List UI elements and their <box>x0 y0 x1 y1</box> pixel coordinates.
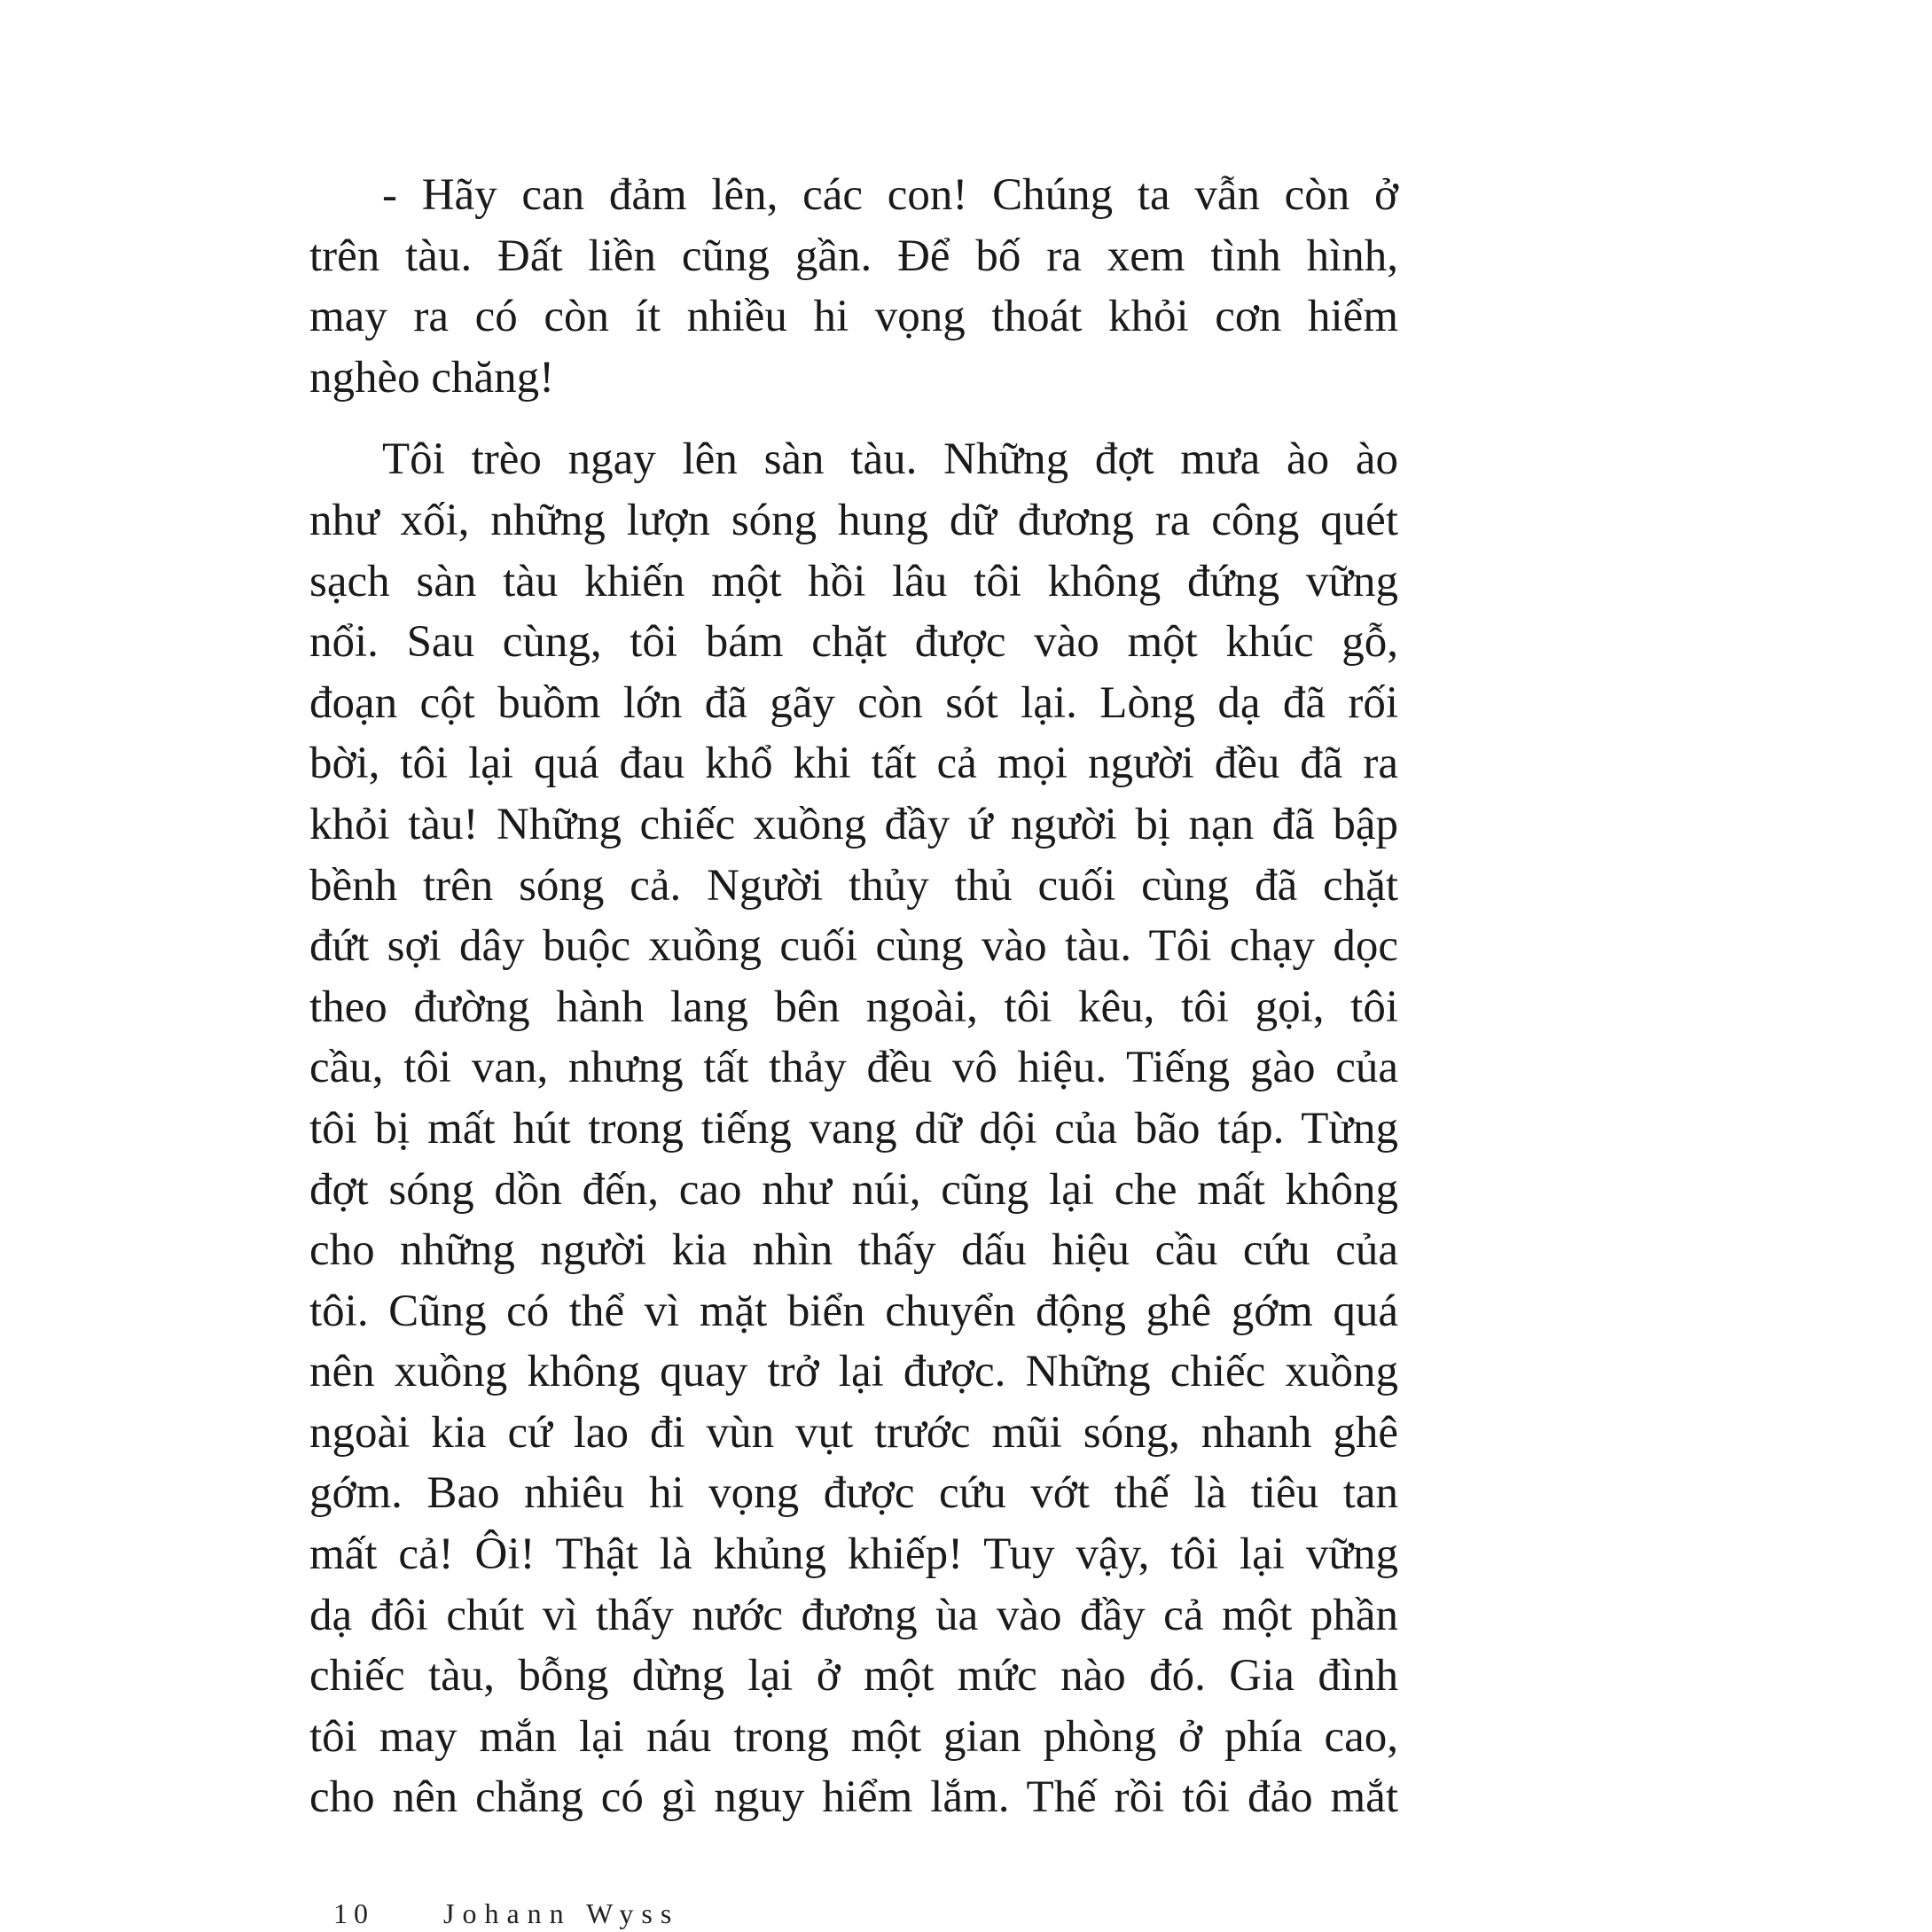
text-line: sạch sàn tàu khiến một hồi lâu tôi không đứng vững <box>309 556 1398 606</box>
text-line: nổi. Sau cùng, tôi bám chặt được vào một khúc gỗ, <box>309 617 1398 668</box>
text-line: Tôi trèo ngay lên sàn tàu. Những đợt mưa ào ào <box>382 434 1398 485</box>
text-line: mất cả! Ôi! Thật là khủng khiếp! Tuy vậy, tôi lại vững <box>309 1529 1398 1580</box>
body-text <box>309 165 1398 1850</box>
page-number: 10 <box>333 1897 374 1929</box>
text-line: như xối, những lượn sóng hung dữ đương ra công quét <box>309 495 1398 545</box>
text-line: bềnh trên sóng cả. Người thủy thủ cuối cùng đã chặt <box>309 860 1398 911</box>
text-line: chiếc tàu, bỗng dừng lại ở một mức nào đó. Gia đình <box>309 1651 1398 1701</box>
text-line: tôi may mắn lại náu trong một gian phòng ở phía cao, <box>309 1711 1398 1762</box>
text-line: tôi. Cũng có thể vì mặt biển chuyển động ghê gớm quá <box>309 1286 1398 1336</box>
text-line: nên xuồng không quay trở lại được. Những chiếc xuồng <box>309 1347 1398 1397</box>
text-line: theo đường hành lang bên ngoài, tôi kêu, tôi gọi, tôi <box>309 982 1398 1032</box>
text-line: cầu, tôi van, nhưng tất thảy đều vô hiệu. Tiếng gào của <box>309 1043 1398 1093</box>
text-line: đợt sóng dồn đến, cao như núi, cũng lại che mất không <box>309 1164 1398 1215</box>
text-line: gớm. Bao nhiêu hi vọng được cứu vớt thế là tiêu tan <box>309 1468 1398 1519</box>
text-line: trên tàu. Đất liền cũng gần. Để bố ra xem tình hình, <box>309 231 1398 281</box>
text-line: cho những người kia nhìn thấy dấu hiệu cầu cứu của <box>309 1225 1398 1276</box>
text-line: tôi bị mất hút trong tiếng vang dữ dội của bão táp. Từng <box>309 1103 1398 1154</box>
text-line: ngoài kia cứ lao đi vùn vụt trước mũi sóng, nhanh ghê <box>309 1407 1398 1458</box>
text-line: - Hãy can đảm lên, các con! Chúng ta vẫn còn ở <box>382 170 1398 220</box>
text-line: dạ đôi chút vì thấy nước đương ùa vào đầy cả một phần <box>309 1590 1398 1640</box>
text-line: cho nên chẳng có gì nguy hiểm lắm. Thế rồi tôi đảo mắt <box>309 1772 1398 1823</box>
text-line: đoạn cột buồm lớn đã gãy còn sót lại. Lòng dạ đã rối <box>309 677 1398 728</box>
running-footer-author: Johann Wyss <box>443 1897 680 1929</box>
text-line: đứt sợi dây buộc xuồng cuối cùng vào tàu. Tôi chạy dọc <box>309 921 1398 972</box>
text-line: bời, tôi lại quá đau khổ khi tất cả mọi người đều đã ra <box>309 739 1398 789</box>
paragraph <box>309 165 1398 408</box>
text-line: khỏi tàu! Những chiếc xuồng đầy ứ người bị nạn đã bập <box>309 799 1398 849</box>
text-line: may ra có còn ít nhiều hi vọng thoát khỏi cơn hiểm <box>309 292 1398 342</box>
text-line: nghèo chăng! <box>309 352 555 403</box>
paragraph <box>309 429 1398 1828</box>
